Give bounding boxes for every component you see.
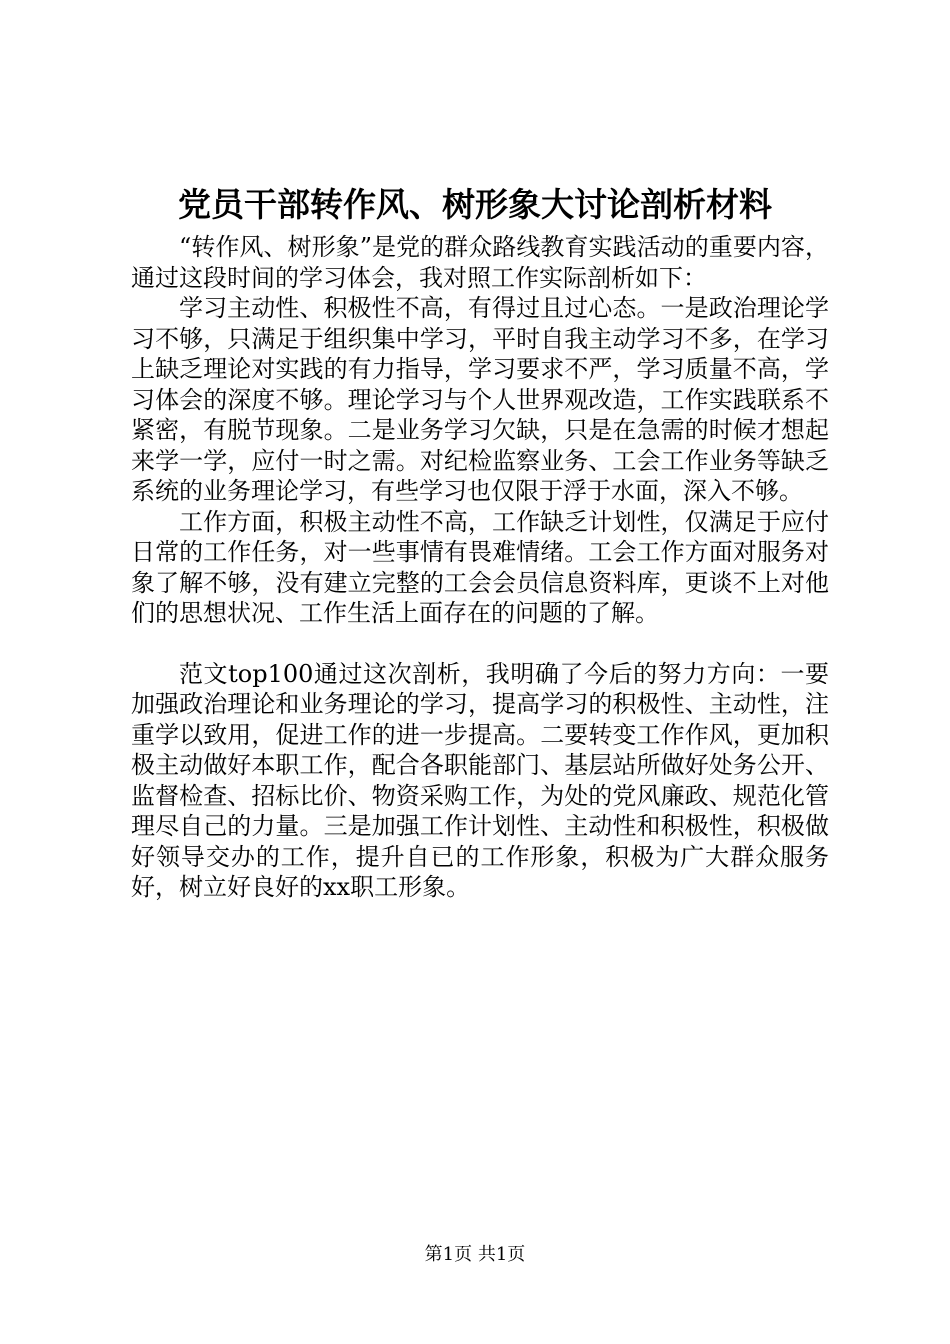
page-footer: 第1页 共1页 [424,1244,526,1265]
paragraph-work: 工作方面，积极主动性不高，工作缺乏计划性，仅满足于应付日常的工作任务，对一些事情有畏难情绪。工会工作方面对服务对象了解不够，没有建立完整的工会会员信息资料库，更谈不上对他们的思想状况、工作生活上面存在的问题的了解。 [131,507,829,627]
paragraph-intro: “转作风、树形象”是党的群众路线教育实践活动的重要内容，通过这段时间的学习体会，我对照工作实际剖析如下： [131,233,829,292]
document-body [131,232,829,903]
document-title: 党员干部转作风、树形象大讨论剖析材料 [178,185,772,224]
paragraph-study: 学习主动性、积极性不高，有得过且过心态。一是政治理论学习不够，只满足于组织集中学习，平时自我主动学习不多，在学习上缺乏理论对实践的有力指导，学习要求不严，学习质量不高，学习体会的深度不够。理论学习与个人世界观改造，工作实践联系不紧密，有脱节现象。二是业务学习欠缺，只是在急需的时候才想起来学一学，应付一时之需。对纪检监察业务、工会工作业务等缺乏系统的业务理论学习，有些学习也仅限于浮于水面，深入不够。 [131,294,829,505]
paragraph-direction: 范文top100通过这次剖析，我明确了今后的努力方向：一要加强政治理论和业务理论的学习，提高学习的积极性、主动性，注重学以致用，促进工作的进一步提高。二要转变工作作风，更加积极主动做好本职工作，配合各职能部门、基层站所做好处务公开、监督检查、招标比价、物资采购工作，为处的党风廉政、规范化管理尽自己的力量。三是加强工作计划性、主动性和积极性，积极做好领导交办的工作，提升自已的工作形象，积极为广大群众服务好，树立好良好的xx职工形象。 [131,659,829,901]
